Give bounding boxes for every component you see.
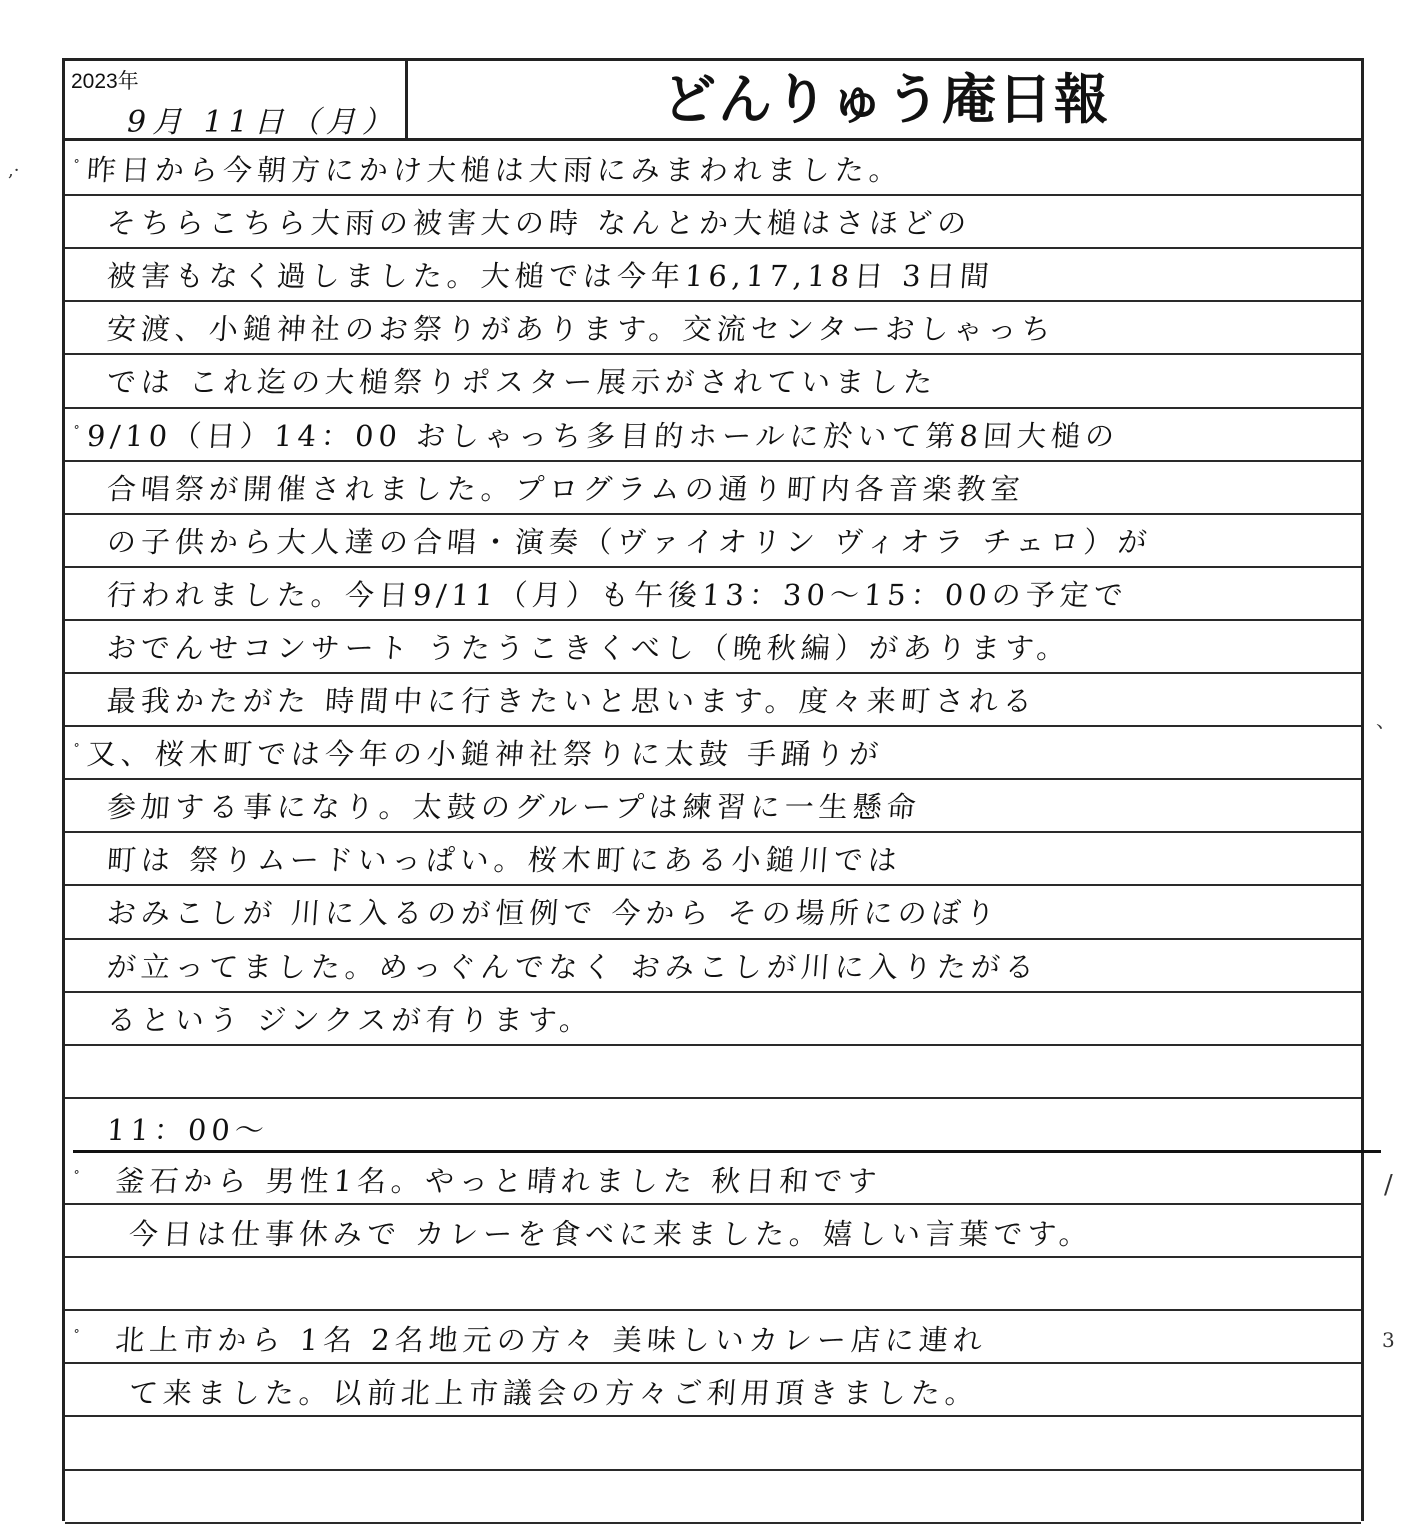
ruled-line <box>65 247 1361 249</box>
ruled-line <box>65 778 1361 780</box>
report-line <box>72 1001 1355 1039</box>
daily-report-sheet <box>62 58 1364 1521</box>
ruled-line <box>65 991 1361 993</box>
ruled-line <box>65 672 1361 674</box>
report-line <box>72 523 1355 561</box>
ruled-line <box>65 619 1361 621</box>
report-line-text: 9/10（日）14：00 おしゃっち多目的ホールに於いて第8回大槌の <box>85 418 1121 453</box>
visit-line-text: 今日は仕事休みで カレーを食べに来ました。嬉しい言葉です。 <box>127 1217 1095 1251</box>
scan-mark: 、 <box>1376 708 1396 732</box>
ruled-line <box>65 1362 1361 1364</box>
report-line <box>72 735 1355 773</box>
ruled-line <box>65 460 1361 462</box>
report-header <box>65 61 1361 141</box>
ruled-line <box>65 725 1361 727</box>
bullet-mark: ° <box>72 1167 80 1182</box>
ruled-line <box>65 407 1361 409</box>
report-line <box>72 894 1355 932</box>
scan-mark: 3 <box>1382 1328 1395 1352</box>
report-line-text: るという ジンクスが有ります。 <box>105 1002 595 1037</box>
visit-line-text: 釜石から 男性1名。やっと晴れました 秋日和です <box>114 1163 883 1198</box>
report-line <box>72 363 1355 401</box>
ruled-line <box>65 884 1361 886</box>
section-divider <box>73 1150 1381 1153</box>
report-line-text: 安渡、小鎚神社のお祭りがあります。交流センターおしゃっち <box>105 312 1057 347</box>
report-line-text: 参加する事になり。太鼓のグループは練習に一生懸命 <box>105 790 922 825</box>
report-line <box>72 576 1355 614</box>
report-line-text: が立ってました。めっぐんでなく おみこしが川に入りたがる <box>105 949 1041 984</box>
bullet-mark: ° <box>72 422 80 437</box>
scan-mark: / <box>1384 1170 1393 1200</box>
report-line <box>72 204 1355 242</box>
ruled-line <box>65 831 1361 833</box>
report-title: どんりゅう庵日報 <box>662 68 1110 131</box>
ruled-line <box>65 1203 1361 1205</box>
ruled-line <box>65 300 1361 302</box>
visit-line-text: て来ました。以前北上市議会の方々ご利用頂きました。 <box>127 1376 981 1411</box>
date-box <box>65 61 408 138</box>
ruled-line <box>65 938 1361 940</box>
report-line <box>72 682 1355 720</box>
ruled-line <box>65 1044 1361 1046</box>
bullet-mark: ° <box>72 157 80 171</box>
ruled-line <box>65 194 1361 196</box>
ruled-line <box>65 1415 1361 1417</box>
scan-mark: ,· <box>8 160 20 181</box>
bullet-mark: ° <box>72 741 80 756</box>
bullet-mark: ° <box>72 1327 80 1342</box>
report-line <box>72 788 1355 826</box>
report-line-text: おでんせコンサート うたうこきくべし（晩秋編）があります。 <box>105 630 1072 665</box>
report-line-text: 又、桜木町では今年の小鎚神社祭りに太鼓 手踊りが <box>85 737 885 772</box>
report-line-text: 行われました。今日9/11（月）も午後13：30〜15：00の予定で <box>105 577 1129 612</box>
visit-line <box>72 1215 1355 1253</box>
ruled-line <box>65 1097 1361 1099</box>
report-line-text: 町は 祭りムードいっぱい。桜木町にある小鎚川では <box>105 843 903 878</box>
report-line-text: 昨日から今朝方にかけ大槌は大雨にみまわれました。 <box>85 153 905 187</box>
report-line-text: の子供から大人達の合唱・演奏（ヴァイオリン ヴィオラ チェロ）が <box>105 524 1153 559</box>
visit-line <box>72 1162 1355 1200</box>
ruled-line <box>65 513 1361 515</box>
ruled-line <box>65 566 1361 568</box>
visit-line-text: 北上市から 1名 2名地元の方々 美味しいカレー店に連れ <box>114 1323 989 1358</box>
year-label: 2023年 <box>71 70 139 93</box>
report-line-text: では これ迄の大槌祭りポスター展示がされていました <box>105 365 939 400</box>
ruled-line <box>65 1309 1361 1311</box>
report-line <box>72 310 1355 348</box>
report-line-text: 被害もなく過しました。大槌では今年16,17,18日 3日間 <box>105 259 996 294</box>
report-line <box>72 257 1355 295</box>
report-line <box>72 948 1355 986</box>
report-line <box>72 629 1355 667</box>
report-line-text: そちらこちら大雨の被害大の時 なんとか大槌はさほどの <box>105 206 973 241</box>
visit-line <box>72 1321 1355 1359</box>
ruled-line <box>65 353 1361 355</box>
report-line <box>72 841 1355 879</box>
report-line <box>72 151 1355 189</box>
visit-time: 11：00〜 <box>105 1112 271 1147</box>
report-line-text: おみこしが 川に入るのが恒例で 今から その場所にのぼり <box>105 896 1001 931</box>
report-line <box>72 417 1355 455</box>
report-line-text: 合唱祭が開催されました。プログラムの通り町内各音楽教室 <box>105 471 1026 506</box>
visit-line <box>72 1374 1355 1412</box>
report-line <box>72 470 1355 508</box>
report-line-text: 最我かたがた 時間中に行きたいと思います。度々来町される <box>105 684 1039 718</box>
handwritten-date: 9月 11日（月） <box>127 105 398 140</box>
ruled-line <box>65 1522 1361 1524</box>
ruled-line <box>65 1256 1361 1258</box>
ruled-line <box>65 1469 1361 1471</box>
